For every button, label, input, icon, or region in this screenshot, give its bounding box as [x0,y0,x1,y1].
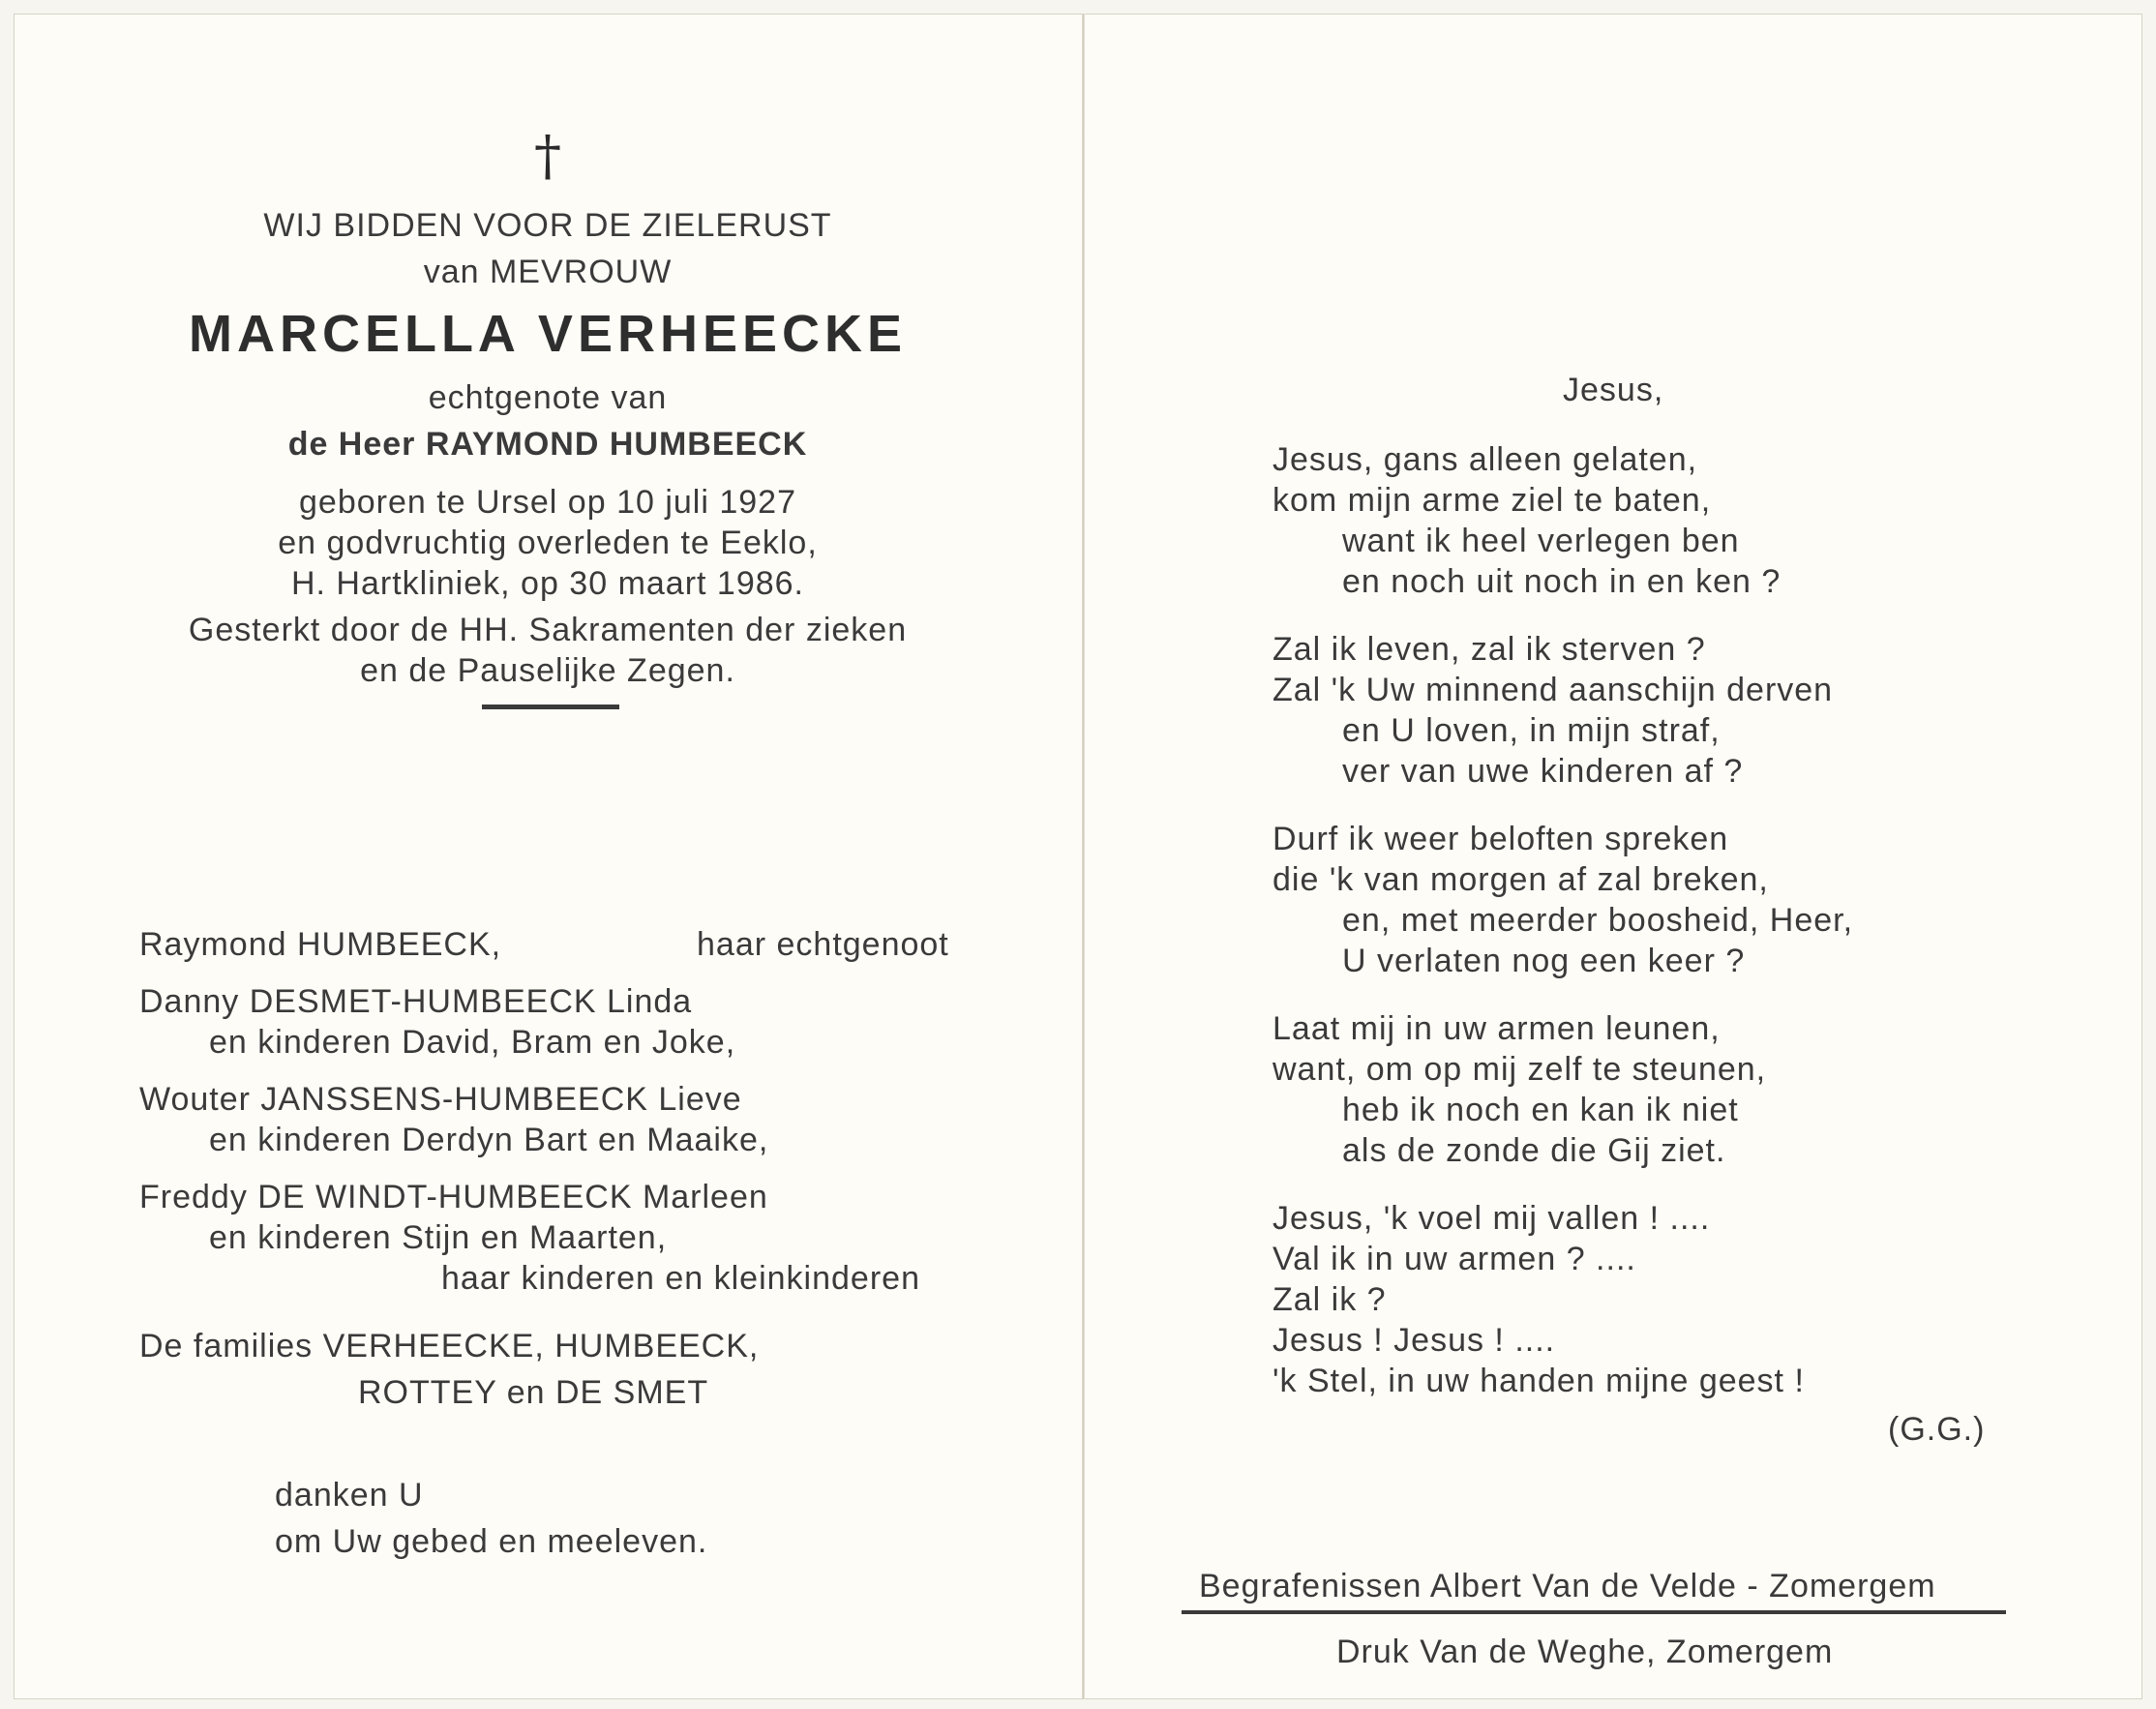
poem-line: Jesus ! Jesus ! .... [1273,1322,1556,1359]
family-line: haar kinderen en kleinkinderen [441,1260,920,1297]
undertaker: Begrafenissen Albert Van de Velde - Zomergem [1199,1568,1936,1604]
prayer-heading: WIJ BIDDEN VOOR DE ZIELERUST [263,207,832,244]
poem-line: en, met meerder boosheid, Heer, [1342,902,1854,939]
deceased-name: MARCELLA VERHEECKE [188,305,908,363]
family-line: en kinderen David, Bram en Joke, [209,1024,736,1061]
poem-line: en noch uit noch in en ken ? [1342,563,1782,600]
family-role: haar echtgenoot [697,926,949,963]
spouse-intro: echtgenote van [428,379,668,416]
thanks-line: danken U [275,1477,424,1514]
printer-rule [1182,1610,2006,1614]
life-line: geboren te Ursel op 10 juli 1927 [299,484,796,521]
poem-line: Zal 'k Uw minnend aanschijn derven [1273,672,1834,708]
poem-line: als de zonde die Gij ziet. [1342,1132,1726,1169]
life-line: en godvruchtig overleden te Eeklo, [278,525,818,561]
divider-rule [482,705,619,709]
poem-line: kom mijn arme ziel te baten, [1273,482,1712,519]
poem-title: Jesus, [1563,372,1664,408]
spouse-name: de Heer RAYMOND HUMBEECK [287,426,808,463]
poem-line: Zal ik ? [1273,1281,1387,1318]
poem-line: die 'k van morgen af zal breken, [1273,861,1769,898]
life-line: H. Hartkliniek, op 30 maart 1986. [290,565,805,602]
right-panel [1085,14,2142,1699]
family-line: Wouter JANSSENS-HUMBEECK Lieve [139,1081,742,1118]
poem-line: Durf ik weer beloften spreken [1273,821,1729,857]
title-prefix: van MEVROUW [423,254,673,290]
thanks-line: om Uw gebed en meeleven. [275,1523,708,1560]
poem-line: Laat mij in uw armen leunen, [1273,1010,1721,1047]
family-line: ROTTEY en DE SMET [358,1374,709,1411]
life-line: Gesterkt door de HH. Sakramenten der zieken [188,612,908,648]
printer: Druk Van de Weghe, Zomergem [1336,1634,1834,1670]
poem-line: Jesus, gans alleen gelaten, [1273,441,1698,478]
family-line: Freddy DE WINDT-HUMBEECK Marleen [139,1179,768,1215]
poem-line: want, om op mij zelf te steunen, [1273,1051,1767,1088]
poem-line: Val ik in uw armen ? .... [1273,1241,1636,1277]
poem-line: heb ik noch en kan ik niet [1342,1092,1739,1128]
poem-line: Jesus, 'k voel mij vallen ! .... [1273,1200,1711,1237]
poem-line: 'k Stel, in uw handen mijne geest ! [1273,1363,1805,1399]
poem-line: Zal ik leven, zal ik sterven ? [1273,631,1706,668]
life-line: en de Pauselijke Zegen. [360,652,735,689]
cross-icon: † [534,125,561,188]
family-line: De families VERHEECKE, HUMBEECK, [139,1328,760,1364]
left-panel [14,14,1082,1699]
family-line: en kinderen Stijn en Maarten, [209,1219,668,1256]
poem-line: want ik heel verlegen ben [1342,523,1740,559]
poem-line: ver van uwe kinderen af ? [1342,753,1744,790]
poem-author: (G.G.) [1888,1411,1986,1448]
family-line: Raymond HUMBEECK, [139,926,502,963]
family-line: Danny DESMET-HUMBEECK Linda [139,983,693,1020]
family-line: en kinderen Derdyn Bart en Maaike, [209,1122,769,1158]
poem-line: en U loven, in mijn straf, [1342,712,1721,749]
poem-line: U verlaten nog een keer ? [1342,943,1746,979]
